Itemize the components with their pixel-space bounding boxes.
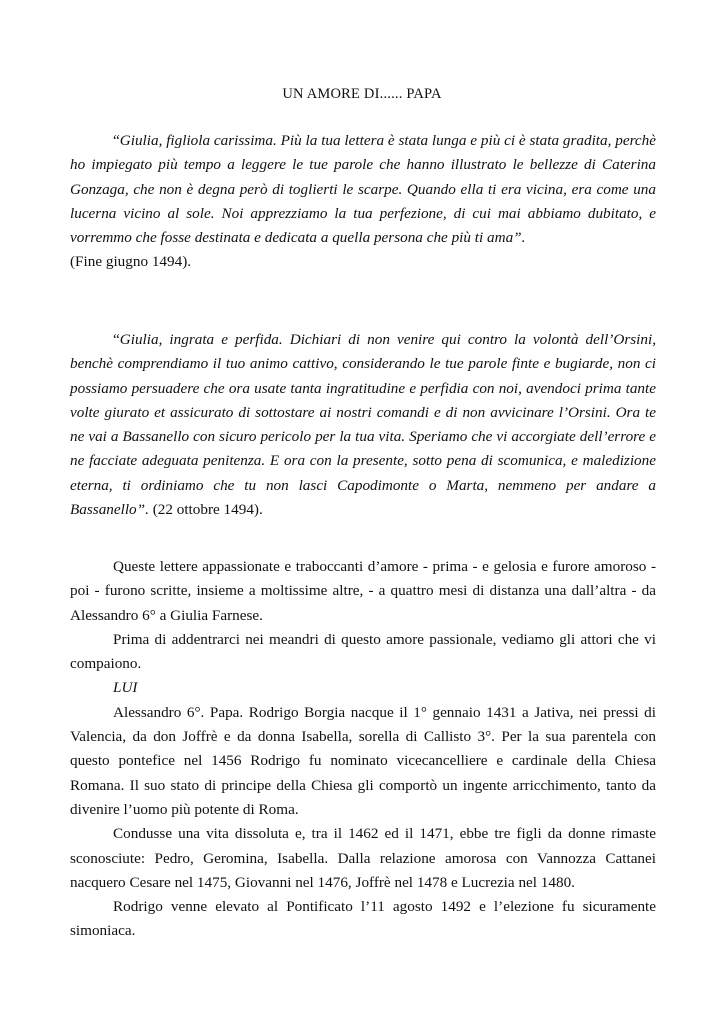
paragraph: Prima di addentrarci nei meandri di questo amore passionale, vediamo gli attori che vi compaiono. (70, 630, 656, 673)
letter-1 (70, 129, 656, 275)
paragraph: Rodrigo venne elevato al Pontificato l’11 agosto 1492 e l’elezione fu sicuramente simoniaca. (70, 898, 656, 940)
body-text (70, 555, 656, 944)
letter-2-text: Giulia, ingrata e perfida. Dichiari di non venire qui contro la volontà dell’Orsini, benchè comprendiamo il tuo animo cattivo, considerando le tue parole finte e bugiarde, non ci possiamo persuadere che ora usate tanta ingratitudine e perfidia con noi, avendoci prima tante volte giurato et assicurato di sottostare ai nostri comandi e di non avvicinare l’Orsini. Ora te ne vai a Bassanello con sicuro pericolo per la tua vita. Speriamo che vi accorgiate dell’errore e ne facciate adeguata penitenza. E ora con la presente, sotto pena di scomunica, e maledizione eterna, ti ordiniamo che tu non lasci Capodimonte o Marta, nemmeno per andare a Bassanello”. (70, 331, 656, 519)
letter-2-date: (22 ottobre 1494). (148, 501, 263, 519)
paragraph: Condusse una vita dissoluta e, tra il 1462 ed il 1471, ebbe tre figli da donne rimaste sconosciute: Pedro, Geromina, Isabella. Dalla relazione amorosa con Vannozza Cattanei nacquero Cesare nel 1475, Giovanni nel 1476, Joffrè nel 1478 e Lucrezia nel 1480. (70, 825, 656, 891)
letter-1-open-quote: “ (113, 132, 120, 149)
page-title: UN AMORE DI...... PAPA (282, 86, 442, 102)
paragraph: Alessandro 6°. Papa. Rodrigo Borgia nacque il 1° gennaio 1431 a Jativa, nei pressi di Valencia, da don Joffrè e da donna Isabella, sorella di Callisto 3°. Per la sua parentela con questo pontefice nel 1456 Rodrigo fu nominato vicecancelliere e cardinale della Chiesa Romana. Il suo stato di principe della Chiesa gli comportò un ingente arricchimento, tanto da divenire l’uomo più potente di Roma. (70, 703, 656, 818)
letter-1-text: Giulia, figliola carissima. Più la tua lettera è stata lunga e più ci è stata gradita, perchè ho impiegato più tempo a leggere le tue parole che hanno illustrato le bellezze di Caterina Gonzaga, che non è degna però di toglierti le scarpe. Quando ella ti era vicina, era come una lucerna vicino al sole. Noi apprezziamo la tua perfezione, di cui mai abbiamo dubitato, e vorremmo che fosse destinata e dedicata a quella persona che più ti ama”. (70, 132, 656, 247)
letter-1-date: (Fine giugno 1494). (70, 253, 192, 271)
section-heading-lui: LUI (113, 679, 138, 697)
paragraph: Queste lettere appassionate e traboccanti d’amore - prima - e gelosia e furore amoroso - poi - furono scritte, insieme a moltissime altre, - a quattro mesi di distanza una dall’altra - da Alessandro 6° a Giulia Farnese. (70, 558, 656, 624)
letter-2-open-quote: “ (113, 331, 120, 348)
letter-2 (70, 328, 656, 522)
